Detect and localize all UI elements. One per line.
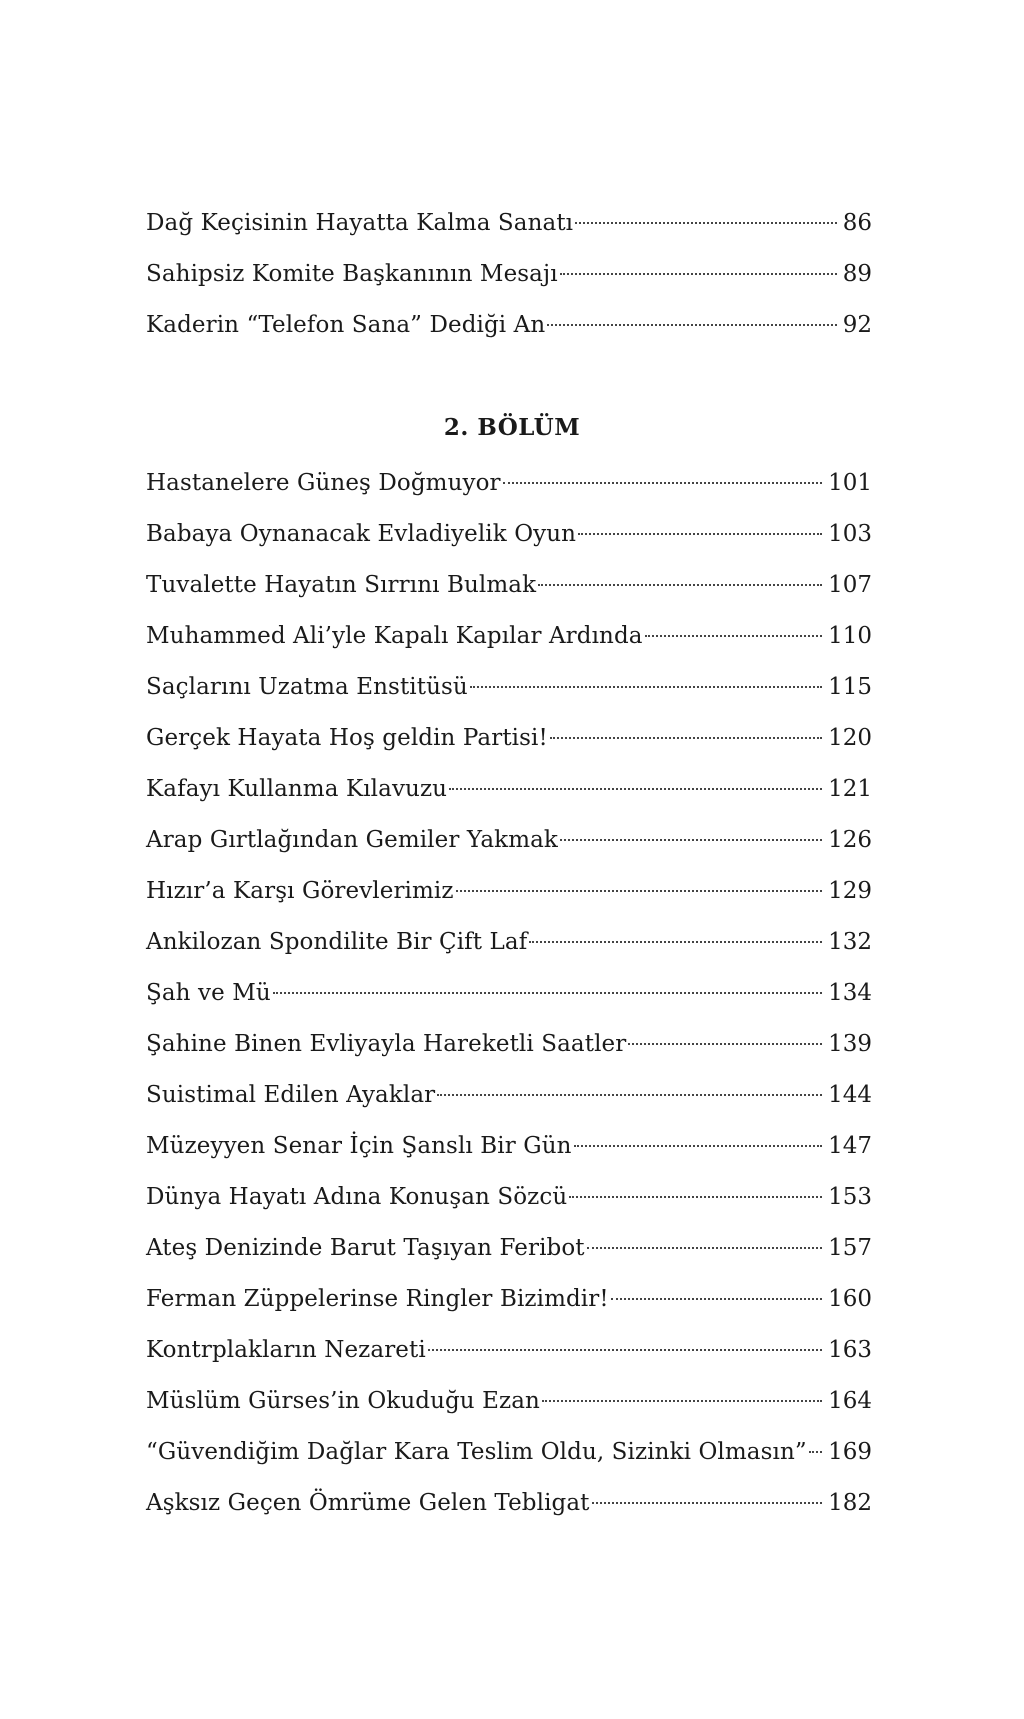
toc-entry-title: Kaderin “Telefon Sana” Dediği An <box>146 312 546 338</box>
toc-entry-page: 120 <box>828 725 872 751</box>
toc-entry-page: 139 <box>828 1031 872 1057</box>
toc-entry-page: 160 <box>828 1286 872 1312</box>
toc-entry-title: Arap Gırtlağından Gemiler Yakmak <box>146 827 558 853</box>
dot-leader <box>569 1196 822 1198</box>
toc-entry <box>146 866 872 917</box>
toc-entry <box>146 560 872 611</box>
toc-entry-title: Muhammed Ali’yle Kapalı Kapılar Ardında <box>146 623 643 649</box>
toc-entry-page: 107 <box>828 572 872 598</box>
toc-entry-page: 129 <box>828 878 872 904</box>
dot-leader <box>560 273 837 275</box>
dot-leader <box>587 1247 822 1249</box>
toc-entry <box>146 249 872 300</box>
toc-entry-title: Kafayı Kullanma Kılavuzu <box>146 776 448 802</box>
toc-entry-page: 134 <box>828 980 872 1006</box>
toc-entry-page: 147 <box>828 1133 872 1159</box>
toc-entry <box>146 198 872 249</box>
toc-entry-page: 169 <box>828 1439 872 1465</box>
toc-entry-title: “Güvendiğim Dağlar Kara Teslim Oldu, Sizinki Olmasın” <box>146 1439 807 1465</box>
toc-entry <box>146 1478 872 1529</box>
toc-entry <box>146 1223 872 1274</box>
toc-entry-title: Gerçek Hayata Hoş geldin Partisi! <box>146 725 548 751</box>
dot-leader <box>547 324 836 326</box>
toc-entry-page: 121 <box>828 776 872 802</box>
toc-entry <box>146 1325 872 1376</box>
toc-entry-title: Ateş Denizinde Barut Taşıyan Feribot <box>146 1235 585 1261</box>
toc-entry-page: 126 <box>828 827 872 853</box>
toc-entry <box>146 764 872 815</box>
toc-entry-page: 103 <box>828 521 872 547</box>
toc-entry <box>146 917 872 968</box>
toc-entry <box>146 968 872 1019</box>
toc-entry <box>146 509 872 560</box>
toc-entry-title: Hastanelere Güneş Doğmuyor <box>146 470 501 496</box>
toc-entry-title: Ferman Züppelerinse Ringler Bizimdir! <box>146 1286 609 1312</box>
dot-leader <box>575 222 837 224</box>
toc-entry-title: Kontrplakların Nezareti <box>146 1337 426 1363</box>
toc-entry-page: 182 <box>828 1490 872 1516</box>
toc-entry-title: Ankilozan Spondilite Bir Çift Laf <box>146 929 528 955</box>
toc-entry-page: 92 <box>842 312 872 338</box>
toc-entry <box>146 1019 872 1070</box>
dot-leader <box>574 1145 823 1147</box>
toc-entry-title: Sahipsiz Komite Başkanının Mesajı <box>146 261 558 287</box>
dot-leader <box>449 788 822 790</box>
toc-entry-page: 157 <box>828 1235 872 1261</box>
toc-entry-title: Dünya Hayatı Adına Konuşan Sözcü <box>146 1184 568 1210</box>
toc-entry-page: 132 <box>828 929 872 955</box>
toc-entry-page: 164 <box>828 1388 872 1414</box>
toc-entry <box>146 815 872 866</box>
toc-entry-title: Suistimal Edilen Ayaklar <box>146 1082 436 1108</box>
toc-entry-title: Dağ Keçisinin Hayatta Kalma Sanatı <box>146 210 574 236</box>
dot-leader <box>428 1349 822 1351</box>
toc-entry-title: Saçlarını Uzatma Enstitüsü <box>146 674 468 700</box>
toc-entry <box>146 1274 872 1325</box>
dot-leader <box>611 1298 822 1300</box>
toc-entry <box>146 1427 872 1478</box>
toc-entry-page: 115 <box>828 674 872 700</box>
toc-entry-title: Müzeyyen Senar İçin Şanslı Bir Gün <box>146 1133 572 1159</box>
dot-leader <box>592 1502 823 1504</box>
toc-entry <box>146 300 872 351</box>
toc-entry-page: 144 <box>828 1082 872 1108</box>
toc-entry <box>146 1376 872 1427</box>
toc-entry <box>146 1121 872 1172</box>
dot-leader <box>437 1094 822 1096</box>
dot-leader <box>456 890 822 892</box>
toc-entry-title: Şahine Binen Evliyayla Hareketli Saatler <box>146 1031 627 1057</box>
toc-entry-title: Hızır’a Karşı Görevlerimiz <box>146 878 454 904</box>
toc-entry <box>146 458 872 509</box>
dot-leader <box>529 941 822 943</box>
toc-entry <box>146 662 872 713</box>
toc-entry-page: 86 <box>842 210 872 236</box>
toc-entry-title: Babaya Oynanacak Evladiyelik Oyun <box>146 521 577 547</box>
dot-leader <box>645 635 823 637</box>
dot-leader <box>628 1043 822 1045</box>
toc-entry <box>146 1172 872 1223</box>
dot-leader <box>273 992 822 994</box>
dot-leader <box>542 1400 822 1402</box>
toc-list-bottom <box>146 458 872 1529</box>
dot-leader <box>809 1451 822 1453</box>
dot-leader <box>470 686 822 688</box>
toc-entry-page: 101 <box>828 470 872 496</box>
toc-list-top <box>146 198 872 351</box>
toc-entry <box>146 1070 872 1121</box>
dot-leader <box>538 584 822 586</box>
dot-leader <box>560 839 822 841</box>
toc-entry-page: 163 <box>828 1337 872 1363</box>
toc-entry-page: 153 <box>828 1184 872 1210</box>
toc-entry-title: Müslüm Gürses’in Okuduğu Ezan <box>146 1388 540 1414</box>
toc-entry-page: 89 <box>842 261 872 287</box>
toc-entry-title: Aşksız Geçen Ömrüme Gelen Tebligat <box>146 1490 590 1516</box>
toc-entry-title: Şah ve Mü <box>146 980 271 1006</box>
toc-entry-page: 110 <box>828 623 872 649</box>
toc-entry-title: Tuvalette Hayatın Sırrını Bulmak <box>146 572 537 598</box>
toc-entry <box>146 713 872 764</box>
toc-entry <box>146 611 872 662</box>
section-heading: 2. BÖLÜM <box>443 414 581 441</box>
dot-leader <box>503 482 822 484</box>
dot-leader <box>550 737 822 739</box>
dot-leader <box>578 533 822 535</box>
